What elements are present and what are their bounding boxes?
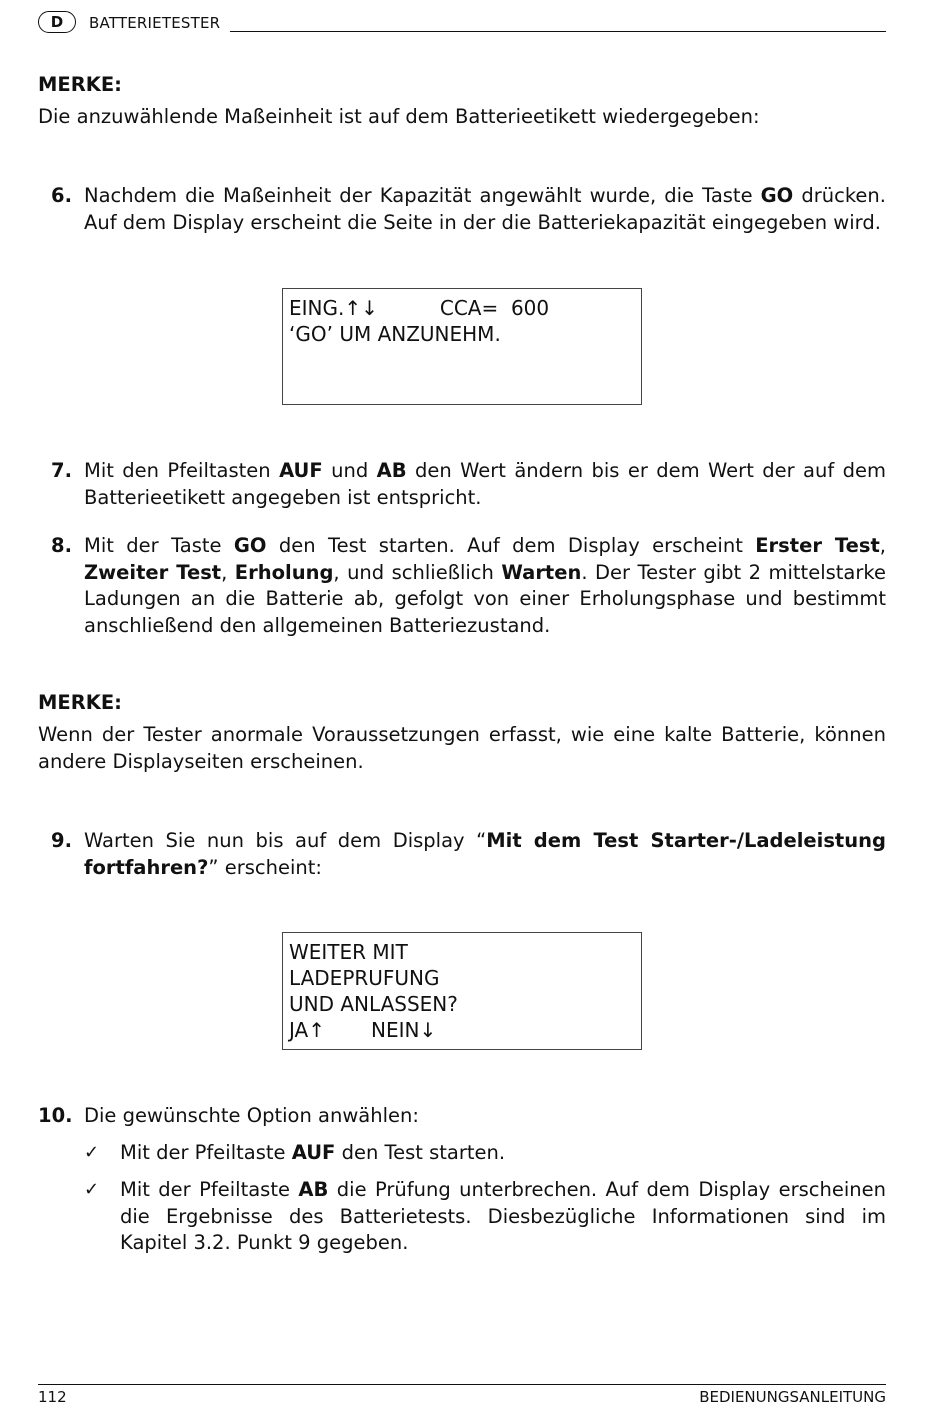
lcd-display-continue bbox=[282, 932, 642, 1050]
step-text: Mit der Taste GO den Test starten. Auf dem Display erscheint Erster Test, Zweiter Test, Erholung, und schließlich Warten. Der Tester gibt 2 mittelstarke Ladungen an die Batterie ab, gefolgt von einer Erholungsphase und bestimmt anschließend den allgemeinen Batteriezustand. bbox=[84, 534, 886, 637]
language-badge: D bbox=[38, 11, 76, 33]
display-line: UND ANLASSEN? bbox=[289, 992, 458, 1016]
header-title: BATTERIETESTER bbox=[89, 14, 221, 32]
display-line: EING.↑↓ CCA= 600 bbox=[289, 296, 550, 320]
option-item bbox=[84, 1177, 886, 1257]
down-arrow-icon: ↓ bbox=[419, 1018, 437, 1042]
step-number: 9. bbox=[51, 829, 72, 852]
option-text: Mit der Pfeiltaste AUF den Test starten. bbox=[120, 1141, 506, 1164]
footer-title: BEDIENUNGSANLEITUNG bbox=[699, 1388, 886, 1406]
note-text: Die anzuwählende Maßeinheit ist auf dem Batterieetikett wiedergegeben: bbox=[38, 105, 760, 128]
note-heading: MERKE: bbox=[38, 691, 122, 714]
step-text: Nachdem die Maßeinheit der Kapazität angewählt wurde, die Taste GO drücken. Auf dem Display erscheint die Seite in der die Batteriekapazität eingegeben wird. bbox=[84, 184, 886, 234]
note-heading: MERKE: bbox=[38, 73, 122, 96]
display-line: ‘GO’ UM ANZUNEHM. bbox=[289, 322, 501, 346]
step-6 bbox=[38, 183, 886, 236]
step-number: 7. bbox=[51, 459, 72, 482]
option-text: Mit der Pfeiltaste AB die Prüfung unterbrechen. Auf dem Display erscheinen die Ergebnisse des Batterietests. Diesbezügliche Informationen sind im Kapitel 3.2. Punkt 9 gegeben. bbox=[120, 1178, 886, 1254]
step-number: 8. bbox=[51, 534, 72, 557]
step-text: Mit den Pfeiltasten AUF und AB den Wert ändern bis er dem Wert der auf dem Batterieetikett angegeben ist entspricht. bbox=[84, 459, 887, 509]
display-line: LADEPRUFUNG bbox=[289, 966, 440, 990]
step-10 bbox=[38, 1103, 886, 1130]
display-line: WEITER MIT bbox=[289, 940, 408, 964]
page-number: 112 bbox=[38, 1388, 67, 1406]
checkmark-icon: ✓ bbox=[84, 1179, 100, 1200]
up-down-arrow-icon: ↑↓ bbox=[344, 296, 378, 320]
up-arrow-icon: ↑ bbox=[308, 1018, 325, 1042]
header-rule bbox=[230, 31, 886, 32]
step-number: 10. bbox=[38, 1104, 73, 1127]
step-7 bbox=[38, 458, 886, 511]
step-text: Warten Sie nun bis auf dem Display “Mit dem Test Starter-/Ladeleistung fortfahren?” erscheint: bbox=[84, 829, 886, 879]
checkmark-icon: ✓ bbox=[84, 1142, 100, 1163]
display-line: JA↑ NEIN↓ bbox=[289, 1018, 437, 1042]
step-text: Die gewünschte Option anwählen: bbox=[84, 1104, 419, 1127]
step-9 bbox=[38, 828, 886, 881]
step-number: 6. bbox=[51, 184, 72, 207]
step-8 bbox=[38, 533, 886, 639]
option-item bbox=[84, 1140, 886, 1167]
lcd-display-capacity bbox=[282, 288, 642, 405]
note-text: Wenn der Tester anormale Voraussetzungen erfasst, wie eine kalte Batterie, können andere Displayseiten erscheinen. bbox=[38, 723, 886, 773]
footer-rule bbox=[38, 1384, 886, 1385]
